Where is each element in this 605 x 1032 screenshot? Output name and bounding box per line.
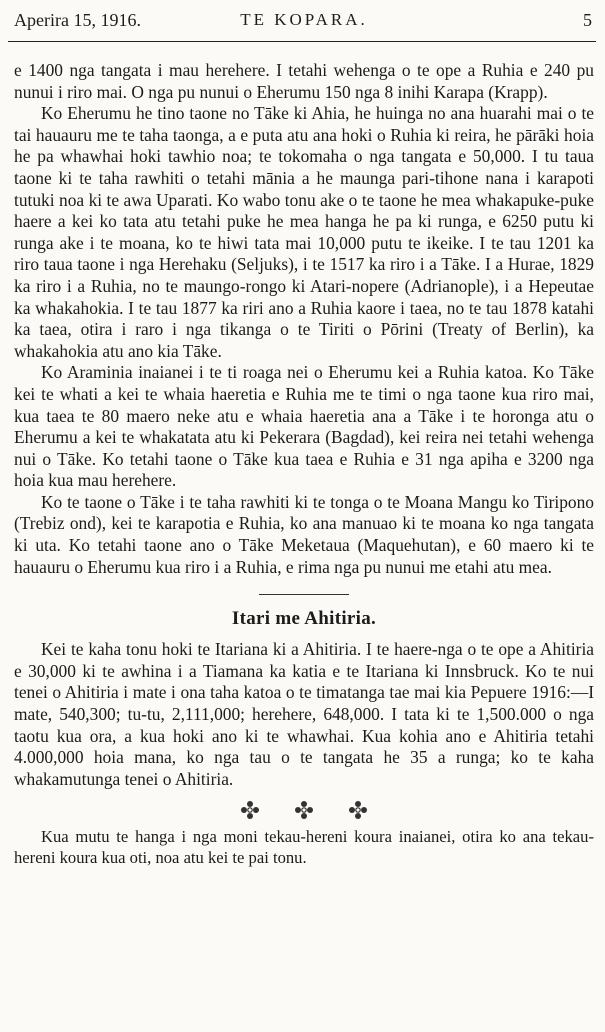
closing-paragraph: Kua mutu te hanga i nga moni tekau-hereni koura inaianei, otira ko ana tekau-hereni koura kua oti, noa atu kei te pai tonu. bbox=[14, 827, 594, 868]
ornament-row bbox=[14, 799, 594, 821]
header-title: TE KOPARA. bbox=[240, 10, 368, 29]
paragraph-ahitiria: Kei te kaha tonu hoki te Itariana ki a Ahitiria. I te haere-nga o te ope a Ahitiria e 30,000 ki te awhina i a Tiamana ka katia e te Itariana ki Innsbruck. Ko te nui tenei o Ahitiria i mate i ona taha katoa o te timatanga tae mai kia Pepuere 1916:—I mate, 540,300; tu-tu, 2,111,000; herehere, 648,000. I tata ki te 1,500.000 o nga taotu kua ora, a kua hoki ano ki te whawhai. Kua kohia ano e Ahitiria tetahi 4.000,000 hoia mana, ko nga tau o te tangata he 35 a runga; ko te kaha whakamutunga tenei o Ahitiria. bbox=[14, 639, 594, 789]
paragraph-eherumu: Ko Eherumu he tino taone no Tāke ki Ahia, he huinga no ana huarahi mai o te tai hauauru me te taha taonga, a e puta atu ana hoki o Ruhia ki reira, he pārāki hoia he pa whawhai hoki tawhio noa; te tokomaha o nga tangata e 50,000. I tu taua taone ki te taha rawhiti o tetahi mānia a he maunga pari-tihone nana i karapoti tutuki noa ki te awa Uparati. Ko wabo tonu ake o te taone he mea whakapuke-puke haere a kei ko tata atu tetahi puke he mea hanga he pa ki runga, e 6250 putu ki runga ake i te moana, ko te hiwi tata mai 10,000 putu te ikeike. I te tau 1201 ka riro taua taone i nga Herehaku (Seljuks), i te 1517 ka riro i a Tāke. I a Hurae, 1829 ka riro i a Ruhia, no te maungo-rongo ki Atari-nopere (Adrianople), i a Hepeutae ka whakahokia. I te tau 1877 ka riri ano a Ruhia kaore i taea, no te tau 1878 katahi ka taea, otira i raro i nga tikanga o te Tiriti o Pōrini (Treaty of Berlin), ka whakahokia atu ano kia Tāke. bbox=[14, 103, 594, 361]
section-heading: Itari me Ahitiria. bbox=[231, 608, 377, 630]
paragraph-araminia: Ko Araminia inaianei i te ti roaga nei o Eherumu kei a Ruhia katoa. Ko Tāke kei te whati a kei te whaia haeretia e Ruhia me te timi o nga taone kua riro mai, kua taea te 80 maero neke atu e whaia haeretia ana a Tāke i te horonga atu o Eherumu a kei te whakatata atu ki Pekerara (Bagdad), kei reira nei tetahi wehenga nui o Tāke. Ko tetahi taone o Tāke kua taea e Ruhia e 31 nga apiha e 3200 nga hoia kua mau herehere. bbox=[14, 362, 594, 491]
header-rule bbox=[8, 41, 596, 42]
fleuron-icon bbox=[293, 799, 315, 821]
page-header bbox=[14, 8, 594, 32]
page-number: 5 bbox=[583, 10, 592, 30]
fleuron-icon bbox=[239, 799, 261, 821]
header-date: Aperira 15, 1916. bbox=[14, 10, 141, 30]
paragraph-tiripono: Ko te taone o Tāke i te taha rawhiti ki te tonga o te Moana Mangu ko Tiripono (Trebiz ond), kei te karapotia e Ruhia, ko ana manuao ki te moana ko nga tangata ki uta. Ko tetahi taone ano o Tāke Meketaua (Maquehutan), e 60 maero ki te hauauru o Eherumu kua riro i a Ruhia, e rima nga pu nunui me etahi atu mea. bbox=[14, 491, 594, 577]
fleuron-icon bbox=[347, 799, 369, 821]
paragraph-continued: e 1400 nga tangata i mau herehere. I tetahi wehenga o te ope a Ruhia e 240 pu nunui i riro mai. O nga pu nunui o Eherumu 150 nga 8 inihi Karapa (Krapp). bbox=[14, 60, 594, 102]
section-divider bbox=[259, 594, 349, 595]
article-body bbox=[14, 60, 594, 868]
